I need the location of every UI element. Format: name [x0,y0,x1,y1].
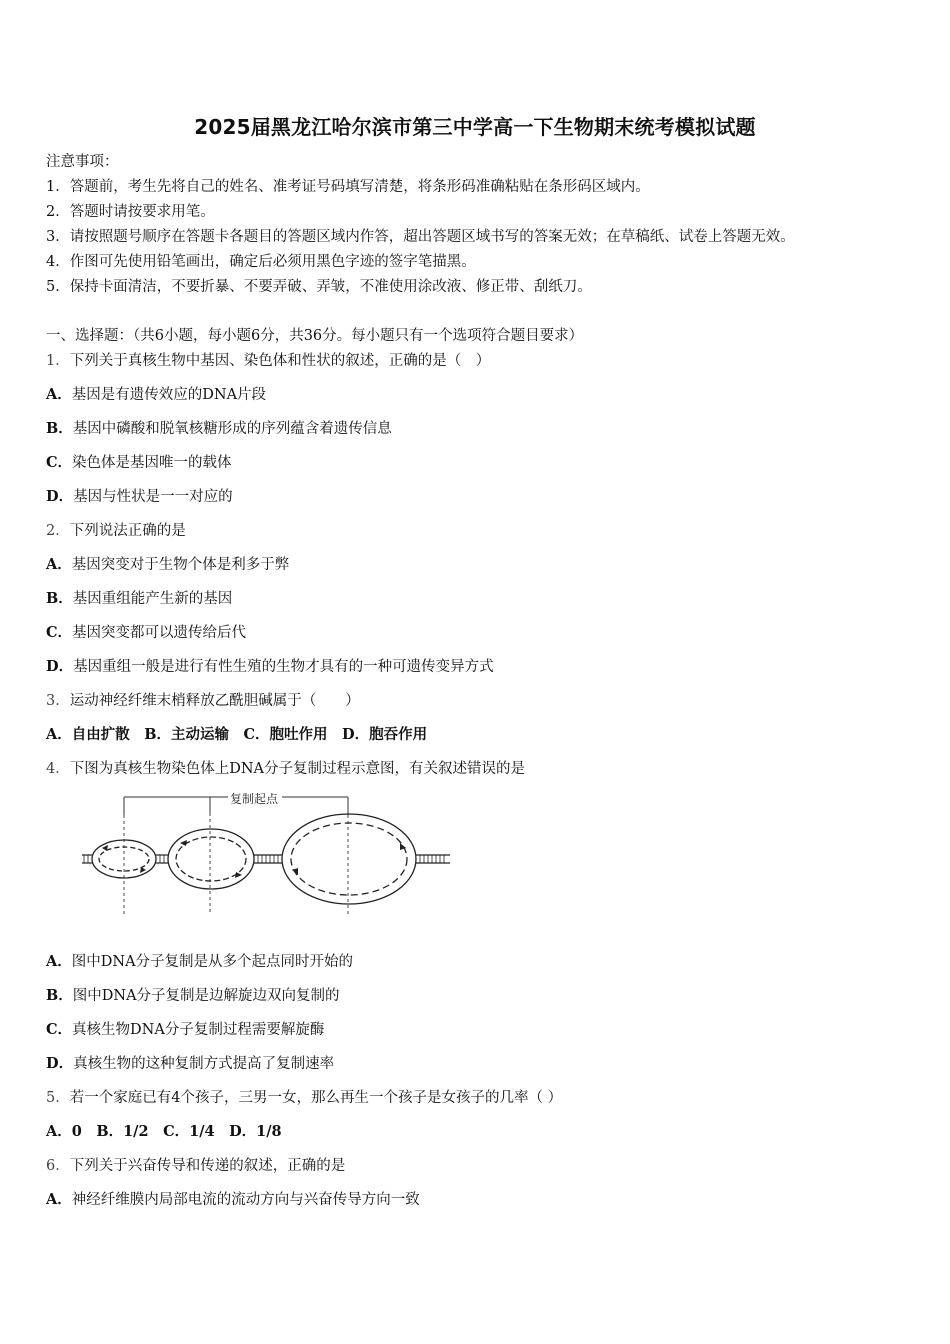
option-a [46,952,353,972]
option-d [46,487,233,507]
option-text: 基因重组能产生新的基因 [72,591,233,607]
note-item: 2．答题时请按要求用笔。 [46,204,215,220]
option-text: 图中DNA分子复制是从多个起点同时开始的 [71,954,354,970]
option-d [46,1054,334,1074]
question-number: 5． [46,1090,70,1106]
notes-header: 注意事项： [46,154,119,170]
question-text: 下列说法正确的是 [69,523,186,539]
question-text: 下列关于兴奋传导和传递的叙述，正确的是 [69,1158,346,1174]
option-a [46,555,289,575]
inline-options: A．0 B．1/2 C．1/4 D．1/8 [46,1123,282,1140]
option-letter: D． [46,488,74,505]
dna-replication-diagram [70,785,470,920]
option-b [46,986,340,1006]
question-number: 3． [46,693,70,709]
option-letter: C． [46,454,73,471]
option-text: 真核生物DNA分子复制过程需要解旋酶 [72,1022,325,1038]
option-text: 基因突变都可以遗传给后代 [72,625,247,641]
question-number: 6． [46,1158,70,1174]
question-text: 运动神经纤维末梢释放乙酰胆碱属于（ ） [69,693,360,709]
base-pair-rungs [84,855,444,863]
replication-bubbles [92,814,416,904]
option-letter: A． [46,953,72,970]
question-number: 4． [46,761,70,777]
question-text: 若一个家庭已有4个孩子，三男一女，那么再生一个孩子是女孩子的几率（ ） [69,1090,563,1106]
option-b [46,589,232,609]
option-letter: D． [46,1055,74,1072]
figure-label: 复制起点 [230,792,279,806]
option-letter: A． [46,556,72,573]
option-text: 神经纤维膜内局部电流的流动方向与兴奋传导方向一致 [71,1192,420,1208]
question-1-stem [46,351,490,371]
option-text: 图中DNA分子复制是边解旋边双向复制的 [72,988,340,1004]
option-letter: B． [46,590,73,607]
option-letter: B． [46,987,73,1004]
option-c [46,1020,324,1040]
option-letter: B． [46,420,73,437]
question-number: 2． [46,523,70,539]
question-text: 下列关于真核生物中基因、染色体和性状的叙述，正确的是（ ） [69,353,491,369]
option-d [46,657,494,677]
option-text: 基因重组一般是进行有性生殖的生物才具有的一种可遗传变异方式 [73,659,494,675]
option-letter: C． [46,624,73,641]
origin-lines [124,813,348,915]
question-6-stem [46,1156,345,1176]
inline-options: A．自由扩散 B．主动运输 C．胞吐作用 D．胞吞作用 [46,726,428,743]
question-2-stem [46,521,186,541]
note-item: 3．请按照题号顺序在答题卡各题目的答题区域内作答，超出答题区域书写的答案无效；在草稿纸、试卷上答题无效。 [46,229,795,245]
option-c [46,623,246,643]
option-text: 基因突变对于生物个体是利多于弊 [71,557,290,573]
note-item: 1．答题前，考生先将自己的姓名、准考证号码填写清楚，将条形码准确粘贴在条形码区域内。 [46,179,650,195]
question-4-stem [46,759,525,779]
option-a [46,385,266,405]
section-heading: 一、选择题：（共6小题，每小题6分，共36分。每小题只有一个选项符合题目要求） [46,328,584,344]
option-text: 基因与性状是一一对应的 [73,489,233,505]
page-title: 2025届黑龙江哈尔滨市第三中学高一下生物期末统考模拟试题 [194,115,756,139]
option-c [46,453,232,473]
question-3-stem [46,691,360,711]
note-item: 4．作图可先使用铅笔画出，确定后必须用黑色字迹的签字笔描黑。 [46,254,476,270]
option-b [46,419,392,439]
option-text: 基因中磷酸和脱氧核糖形成的序列蕴含着遗传信息 [72,421,392,437]
option-text: 基因是有遗传效应的DNA片段 [71,387,267,403]
option-letter: C． [46,1021,73,1038]
question-5-stem [46,1088,562,1108]
question-text: 下图为真核生物染色体上DNA分子复制过程示意图，有关叙述错误的是 [69,761,526,777]
question-number: 1． [46,353,70,369]
option-text: 真核生物的这种复制方式提高了复制速率 [73,1056,335,1072]
option-a [46,1190,420,1210]
option-letter: D． [46,658,74,675]
option-text: 染色体是基因唯一的载体 [72,455,232,471]
note-item: 5．保持卡面清洁，不要折暴、不要弄破、弄皱，不准使用涂改液、修正带、刮纸刀。 [46,279,592,295]
option-letter: A． [46,1191,72,1208]
option-letter: A． [46,386,72,403]
